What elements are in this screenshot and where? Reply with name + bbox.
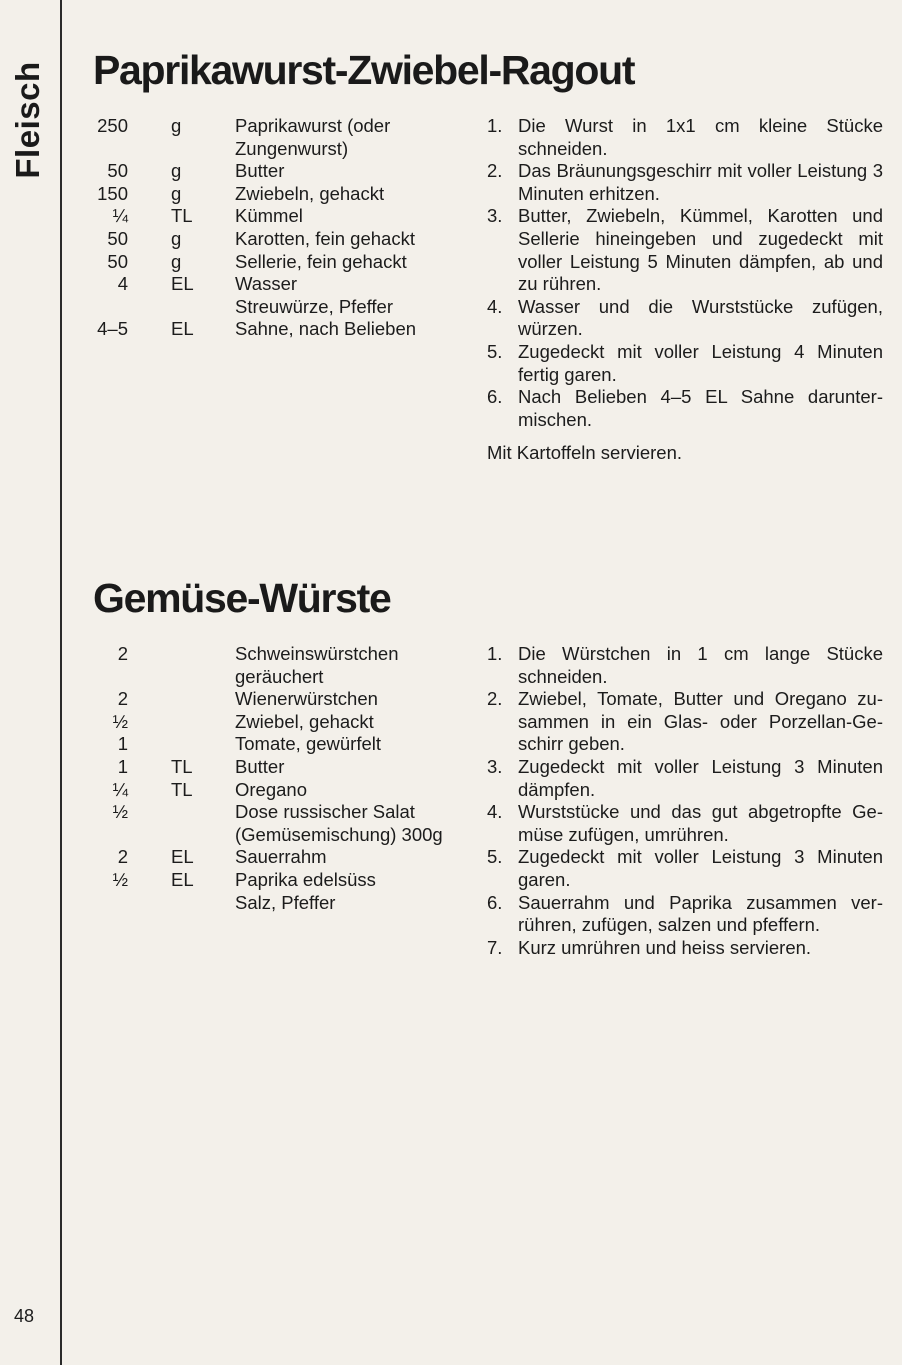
step-number: 2.	[487, 688, 503, 710]
ingredient-quantity: ½	[112, 801, 128, 823]
step-number: 4.	[487, 295, 503, 317]
ingredient-name: Kümmel	[235, 205, 303, 227]
section-label: Fleisch	[9, 61, 46, 179]
step-number: 7.	[487, 936, 503, 958]
ingredient-name: Oregano	[235, 778, 307, 800]
ingredient-name: geräuchert	[235, 665, 324, 687]
ingredient-row	[93, 115, 473, 138]
ingredient-name: Schweinswürstchen	[235, 643, 399, 664]
ingredient-quantity: ½	[112, 710, 128, 732]
ingredient-quantity: 50	[107, 250, 128, 272]
step-number: 1.	[487, 643, 503, 664]
ingredient-name: Sauerrahm	[235, 846, 327, 868]
method-step	[487, 115, 883, 160]
step-number: 4.	[487, 801, 503, 823]
ingredient-quantity: 2	[117, 846, 128, 868]
step-text: Wasser und die Wurststücke zufügen, würzen.	[518, 295, 883, 340]
recipe-title: Paprikawurst-Zwiebel-Ragout	[93, 47, 635, 93]
margin-rule	[60, 0, 62, 1365]
step-text: Nach Belieben 4–5 EL Sahne daruntermischen.	[518, 386, 883, 430]
step-list	[487, 643, 883, 959]
ingredient-unit: EL	[171, 868, 194, 890]
ingredient-name: Dose russischer Salat	[235, 801, 415, 823]
step-text: Zugedeckt mit voller Leistung 4 Minuten fertig garen.	[518, 340, 883, 385]
section-tab	[6, 40, 50, 200]
ingredient-row	[93, 273, 473, 296]
step-number: 1.	[487, 115, 503, 136]
ingredient-quantity: 50	[107, 227, 128, 249]
ingredient-unit: TL	[171, 205, 193, 227]
ingredient-name: Zwiebeln, gehackt	[235, 182, 385, 204]
ingredient-quantity: 250	[97, 115, 128, 136]
ingredient-row	[93, 666, 473, 689]
step-number: 6.	[487, 891, 503, 913]
step-text: Die Würstchen in 1 cm lange Stücke schneiden.	[518, 643, 883, 687]
ingredient-name: Paprikawurst (oder	[235, 115, 391, 136]
method-step	[487, 296, 883, 341]
method-step	[487, 892, 883, 937]
method-step	[487, 341, 883, 386]
ingredient-quantity: 150	[97, 182, 128, 204]
ingredient-unit: g	[171, 227, 182, 249]
step-number: 2.	[487, 160, 503, 182]
ingredient-row	[93, 824, 473, 847]
method-step	[487, 160, 883, 205]
ingredient-list	[93, 115, 473, 341]
ingredient-name: Wienerwürstchen	[235, 688, 378, 710]
ingredient-name: Zungenwurst)	[235, 137, 349, 159]
step-text: Zugedeckt mit voller Leistung 3 Minuten dämpfen.	[518, 755, 883, 800]
ingredient-quantity: 1	[117, 733, 128, 755]
recipe-paprikawurst	[93, 44, 893, 464]
step-number: 5.	[487, 846, 503, 868]
method-step	[487, 688, 883, 756]
ingredient-row	[93, 296, 473, 319]
ingredient-name: Butter	[235, 755, 285, 777]
ingredient-name: Butter	[235, 160, 285, 182]
method-step	[487, 801, 883, 846]
ingredient-row	[93, 756, 473, 779]
ingredient-quantity: 2	[117, 643, 128, 664]
recipe-gemuese-wuerste	[93, 572, 893, 958]
ingredient-quantity: ¼	[112, 778, 128, 800]
ingredient-unit: g	[171, 115, 182, 136]
step-text: Zwiebel, Tomate, Butter und Oregano zusammen in ein Glas- oder Porzellan-Geschirr geben.	[518, 688, 883, 755]
ingredient-row	[93, 733, 473, 756]
ingredient-quantity: 4	[117, 273, 128, 295]
ingredient-row	[93, 318, 473, 341]
step-number: 6.	[487, 386, 503, 408]
ingredient-row	[93, 251, 473, 274]
ingredient-unit: EL	[171, 846, 194, 868]
ingredient-name: Zwiebel, gehackt	[235, 710, 374, 732]
method-step	[487, 756, 883, 801]
ingredient-unit: g	[171, 250, 182, 272]
ingredient-quantity: 2	[117, 688, 128, 710]
recipe-title: Gemüse-Würste	[93, 575, 391, 621]
ingredient-row	[93, 892, 473, 915]
ingredient-unit: EL	[171, 273, 194, 295]
serving-note: Mit Kartoffeln servieren.	[487, 442, 683, 464]
ingredient-list	[93, 643, 473, 914]
step-text: Wurststücke und das gut abgetropfte Gemüse zufügen, umrühren.	[518, 801, 883, 845]
ingredient-row	[93, 160, 473, 183]
ingredient-name: Salz, Pfeffer	[235, 891, 336, 913]
step-number: 3.	[487, 205, 503, 227]
step-text: Die Wurst in 1x1 cm kleine Stücke schneiden.	[518, 115, 883, 159]
ingredient-row	[93, 711, 473, 734]
ingredient-row	[93, 869, 473, 892]
ingredient-row	[93, 801, 473, 824]
ingredient-name: Tomate, gewürfelt	[235, 733, 382, 755]
method-step	[487, 937, 883, 960]
ingredient-quantity: 4–5	[97, 318, 128, 340]
step-text: Zugedeckt mit voller Leistung 3 Minuten garen.	[518, 846, 883, 890]
ingredient-row	[93, 228, 473, 251]
step-number: 3.	[487, 755, 503, 777]
step-text: Butter, Zwiebeln, Kümmel, Karotten und Sellerie hineingeben und zugedeckt mit voller Leistung 5 Minuten dämpfen, ab und zu rühren.	[518, 205, 883, 295]
step-text: Kurz umrühren und heiss servieren.	[518, 936, 812, 958]
ingredient-row	[93, 779, 473, 802]
ingredient-unit: g	[171, 182, 182, 204]
ingredient-unit: g	[171, 160, 182, 182]
method-step	[487, 643, 883, 688]
ingredient-unit: EL	[171, 318, 194, 340]
step-list	[487, 115, 883, 465]
method-step	[487, 205, 883, 295]
ingredient-name: Sahne, nach Belieben	[235, 318, 417, 340]
ingredient-row	[93, 846, 473, 869]
ingredient-name: Karotten, fein gehackt	[235, 227, 415, 249]
step-text: Das Bräunungsgeschirr mit voller Leistung 3 Minuten erhitzen.	[518, 160, 883, 204]
ingredient-name: Sellerie, fein gehackt	[235, 250, 407, 272]
ingredient-quantity: ¼	[112, 205, 128, 227]
step-text: Sauerrahm und Paprika zusammen verrühren, zufügen, salzen und pfeffern.	[518, 891, 883, 936]
ingredient-row	[93, 688, 473, 711]
method-step	[487, 846, 883, 891]
ingredient-row	[93, 138, 473, 161]
step-number: 5.	[487, 340, 503, 362]
ingredient-quantity: 50	[107, 160, 128, 182]
ingredient-row	[93, 205, 473, 228]
ingredient-name: (Gemüsemischung) 300g	[235, 823, 443, 845]
ingredient-name: Paprika edelsüss	[235, 868, 376, 890]
ingredient-row	[93, 643, 473, 666]
ingredient-name: Wasser	[235, 273, 298, 295]
method-step	[487, 386, 883, 431]
ingredient-unit: TL	[171, 755, 193, 777]
ingredient-quantity: ½	[112, 868, 128, 890]
ingredient-quantity: 1	[117, 755, 128, 777]
ingredient-name: Streuwürze, Pfeffer	[235, 295, 394, 317]
ingredient-unit: TL	[171, 778, 193, 800]
ingredient-row	[93, 183, 473, 206]
page-number: 48	[14, 1306, 35, 1326]
